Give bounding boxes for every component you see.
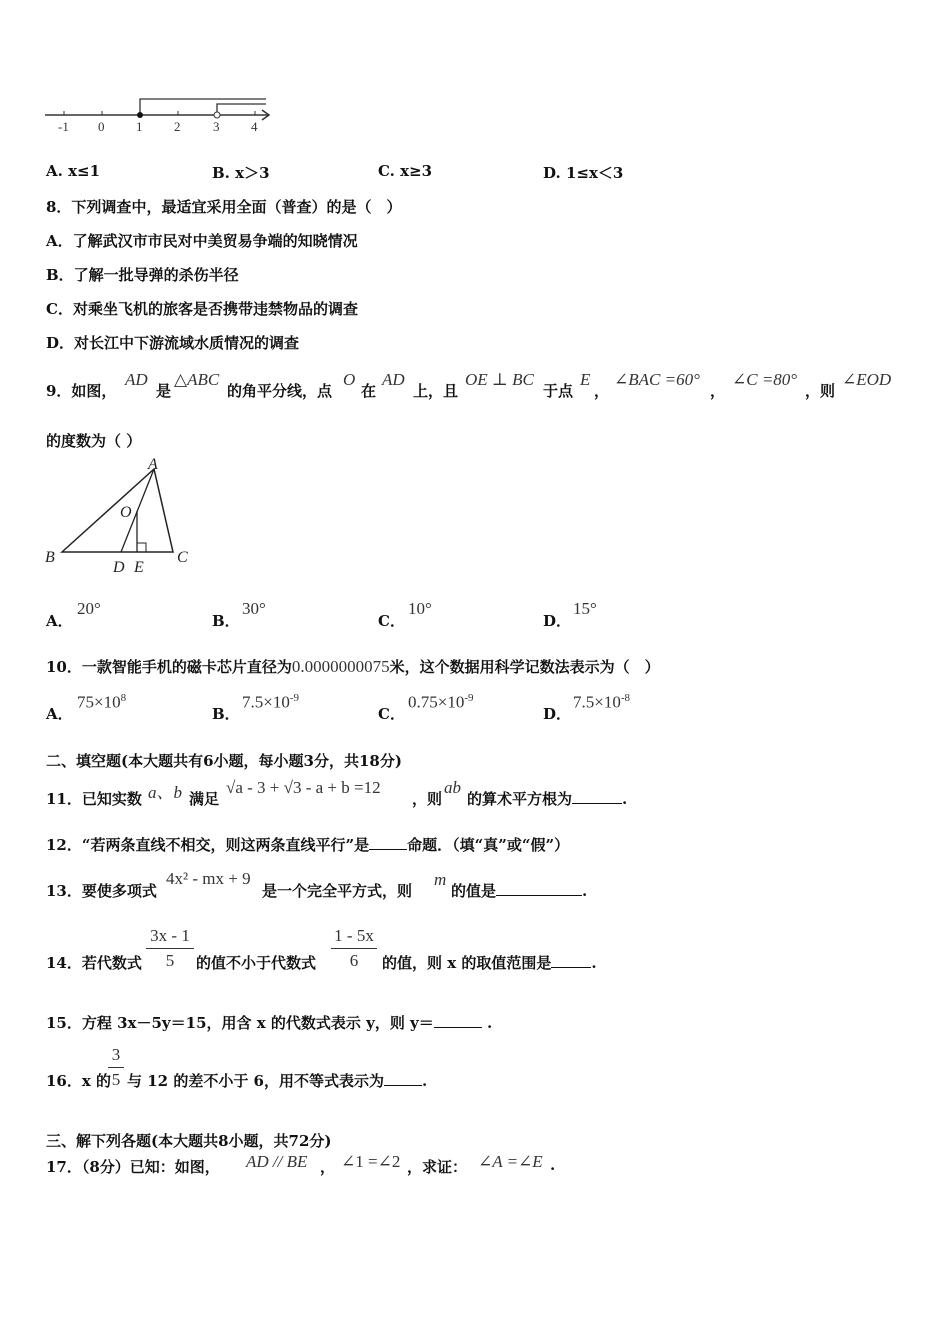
q13-answer-blank[interactable] bbox=[496, 895, 582, 896]
q11-post bbox=[467, 788, 627, 809]
tick-label: 4 bbox=[251, 119, 258, 134]
q9-and: 上，且 bbox=[413, 382, 459, 400]
q9-option-letter-c: C． bbox=[378, 612, 405, 630]
q10-option-letter-a: A． bbox=[46, 705, 73, 723]
q10-option-value-d bbox=[573, 692, 630, 713]
option-exp: -8 bbox=[620, 692, 631, 704]
option-text: 1≤x＜3 bbox=[565, 164, 624, 182]
q7-option-d bbox=[543, 162, 623, 183]
q17-comma: ， bbox=[320, 1158, 336, 1176]
q10-stem-post: 米，这个数据用科学记数法表示为（ ） bbox=[389, 658, 660, 676]
q9-num: 9．如图， bbox=[46, 382, 117, 400]
q17-ad-parallel-be: AD // BE bbox=[246, 1152, 308, 1171]
triangle-abc bbox=[62, 469, 173, 552]
option-letter: C. bbox=[378, 162, 395, 180]
q17-angle-a-eq-angle-e: ∠A =∠E bbox=[478, 1152, 543, 1171]
q10-option-letter-c: C． bbox=[378, 705, 405, 723]
fraction-denominator: 5 bbox=[111, 1070, 121, 1089]
q14-pre: 14．若代数式 bbox=[46, 954, 142, 972]
label-o: O bbox=[120, 504, 132, 521]
q9-option-value-b: 30° bbox=[242, 599, 266, 618]
q10-option-value-a bbox=[77, 692, 126, 713]
q13-pre: 13．要使多项式 bbox=[46, 882, 157, 900]
option-letter: A. bbox=[46, 162, 63, 180]
q9-oe-bc: OE ⊥ BC bbox=[465, 370, 534, 389]
q10-stem-pre: 10．一款智能手机的磁卡芯片直径为 bbox=[46, 658, 292, 676]
q17-end: . bbox=[550, 1156, 556, 1174]
q9-option-value-c: 10° bbox=[408, 599, 432, 618]
tick-label: 0 bbox=[98, 119, 105, 134]
q8-option-b: B．了解一批导弹的杀伤半径 bbox=[46, 266, 239, 284]
q15-answer-blank[interactable] bbox=[434, 1027, 482, 1028]
q11-end: . bbox=[622, 790, 628, 808]
q9-on: 在 bbox=[361, 382, 377, 400]
option-base: 75×10 bbox=[77, 692, 121, 712]
q14-post bbox=[382, 952, 597, 973]
label-a: A bbox=[148, 456, 158, 473]
q8-option-a: A．了解武汉市市民对中美贸易争端的知晓情况 bbox=[46, 232, 358, 250]
fraction-denominator: 5 bbox=[165, 951, 175, 970]
q11-answer-blank[interactable] bbox=[572, 803, 622, 804]
q9-option-value-a: 20° bbox=[77, 599, 101, 618]
q9-is: 是 bbox=[156, 382, 172, 400]
q9-ad2: AD bbox=[382, 370, 405, 389]
option-exp: 8 bbox=[120, 692, 127, 704]
q10-stem bbox=[46, 656, 660, 677]
q9-then: ，则 bbox=[805, 382, 836, 400]
q8-option-c: C．对乘坐飞机的旅客是否携带违禁物品的调查 bbox=[46, 300, 358, 318]
q16-end: . bbox=[421, 1072, 428, 1090]
q12-pre: 12．“若两条直线不相交，则这两条直线平行”是 bbox=[46, 836, 370, 854]
q9-c: ∠C =80° bbox=[732, 370, 798, 389]
label-d: D bbox=[113, 559, 125, 576]
q17-prove: ，求证： bbox=[407, 1158, 468, 1176]
fraction-denominator: 6 bbox=[349, 951, 359, 970]
q14-end: . bbox=[591, 954, 597, 972]
q12-answer-blank[interactable] bbox=[369, 849, 407, 850]
q12-post: 命题．（填“真”或“假”） bbox=[407, 836, 570, 854]
tick-label: 1 bbox=[136, 119, 143, 134]
q9-option-value-d: 15° bbox=[573, 599, 597, 618]
q10-number: 0.0000000075 bbox=[291, 657, 390, 676]
q9-bac: ∠BAC =60° bbox=[614, 370, 700, 389]
option-letter: B. bbox=[212, 164, 230, 182]
q16-post bbox=[127, 1070, 427, 1091]
q16-fraction bbox=[108, 1045, 124, 1090]
q14-post-text: 的值，则 x 的取值范围是 bbox=[382, 954, 552, 972]
q9-option-letter-b: B． bbox=[212, 612, 240, 630]
q11-ab: ab bbox=[444, 778, 461, 797]
hollow-point-3 bbox=[214, 112, 220, 118]
q7-option-c bbox=[378, 162, 432, 180]
fraction-numerator: 1 - 5x bbox=[334, 926, 374, 945]
q13-post bbox=[451, 880, 587, 901]
q14-mid: 的值不小于代数式 bbox=[196, 954, 317, 972]
q9-option-letter-a: A． bbox=[46, 612, 73, 630]
q11-post-text: 的算术平方根为 bbox=[467, 790, 573, 808]
fraction-numerator: 3 bbox=[111, 1045, 121, 1064]
q7-option-b bbox=[212, 162, 270, 183]
q16-pre: 16．x 的 bbox=[46, 1072, 112, 1090]
tick-label: -1 bbox=[58, 119, 69, 134]
q9-abc: △ABC bbox=[174, 370, 220, 389]
q16-answer-blank[interactable] bbox=[384, 1085, 422, 1086]
label-b: B bbox=[45, 549, 55, 566]
q11-then: ，则 bbox=[412, 790, 443, 808]
q9-bisector: 的角平分线，点 bbox=[227, 382, 333, 400]
q9-comma1: ， bbox=[594, 382, 610, 400]
option-base: 7.5×10 bbox=[573, 692, 621, 712]
option-base: 0.75×10 bbox=[408, 692, 465, 712]
option-base: 7.5×10 bbox=[242, 692, 290, 712]
q9-ad: AD bbox=[125, 370, 148, 389]
q16-post-text: 与 12 的差不小于 6，用不等式表示为 bbox=[127, 1072, 384, 1090]
q9-comma2: ， bbox=[710, 382, 726, 400]
q17-angle1-eq-angle2: ∠1 =∠2 bbox=[341, 1152, 401, 1171]
section-3-heading: 三、解下列各题(本大题共8小题，共72分) bbox=[46, 1132, 332, 1150]
q15-end: . bbox=[487, 1014, 493, 1032]
q11-equation: √a - 3 + √3 - a + b =12 bbox=[226, 778, 381, 797]
q17-pre: 17．（8分）已知：如图， bbox=[46, 1158, 220, 1176]
option-text: x＞3 bbox=[235, 164, 270, 182]
q14-answer-blank[interactable] bbox=[551, 967, 591, 968]
q13-polynomial: 4x² - mx + 9 bbox=[166, 869, 251, 888]
triangle-figure bbox=[40, 455, 200, 580]
q12 bbox=[46, 834, 569, 855]
option-text: x≤1 bbox=[68, 162, 101, 180]
right-angle-mark bbox=[137, 543, 146, 552]
range-line-x-ge-1 bbox=[140, 99, 266, 115]
q8-stem: 8．下列调查中，最适宜采用全面（普查）的是（ ） bbox=[46, 198, 402, 216]
range-line-x-lt-3 bbox=[217, 104, 266, 115]
q14-fraction-1 bbox=[146, 926, 194, 971]
label-c: C bbox=[177, 549, 188, 566]
q9-foot: 于点 bbox=[543, 382, 574, 400]
q9-line2: 的度数为（ ） bbox=[46, 432, 142, 450]
section-2-heading: 二、填空题(本大题共有6小题，每小题3分，共18分) bbox=[46, 752, 402, 770]
q14-fraction-2 bbox=[331, 926, 377, 971]
number-line-figure bbox=[40, 92, 280, 138]
solid-point-1 bbox=[137, 112, 143, 118]
q9-option-letter-d: D． bbox=[543, 612, 572, 630]
fraction-numerator: 3x - 1 bbox=[150, 926, 190, 945]
label-e: E bbox=[134, 559, 144, 576]
q13-mid: 是一个完全平方式，则 bbox=[262, 882, 413, 900]
q15-pre: 15．方程 3x－5y＝15，用含 x 的代数式表示 y，则 y＝ bbox=[46, 1014, 434, 1032]
q10-option-letter-d: D． bbox=[543, 705, 572, 723]
q7-option-a bbox=[46, 162, 100, 180]
option-exp: -9 bbox=[289, 692, 300, 704]
option-text: x≥3 bbox=[400, 162, 433, 180]
q11-pre: 11．已知实数 bbox=[46, 790, 142, 808]
option-exp: -9 bbox=[464, 692, 474, 704]
q11-satisfy: 满足 bbox=[189, 790, 220, 808]
q10-option-value-b bbox=[242, 692, 299, 713]
q10-option-letter-b: B． bbox=[212, 705, 240, 723]
q9-eod: ∠EOD bbox=[842, 370, 892, 389]
option-letter: D. bbox=[543, 164, 561, 182]
q11-vars: a、b bbox=[148, 783, 182, 802]
q9-e: E bbox=[580, 370, 591, 389]
q10-option-value-c bbox=[408, 692, 474, 713]
q8-option-d: D．对长江中下游流域水质情况的调查 bbox=[46, 334, 300, 352]
tick-label: 2 bbox=[174, 119, 181, 134]
tick-label: 3 bbox=[213, 119, 220, 134]
q9-o: O bbox=[343, 370, 356, 389]
q13-end: . bbox=[582, 882, 588, 900]
q15 bbox=[46, 1012, 492, 1033]
q13-m: m bbox=[434, 870, 447, 889]
q13-post-text: 的值是 bbox=[451, 882, 497, 900]
